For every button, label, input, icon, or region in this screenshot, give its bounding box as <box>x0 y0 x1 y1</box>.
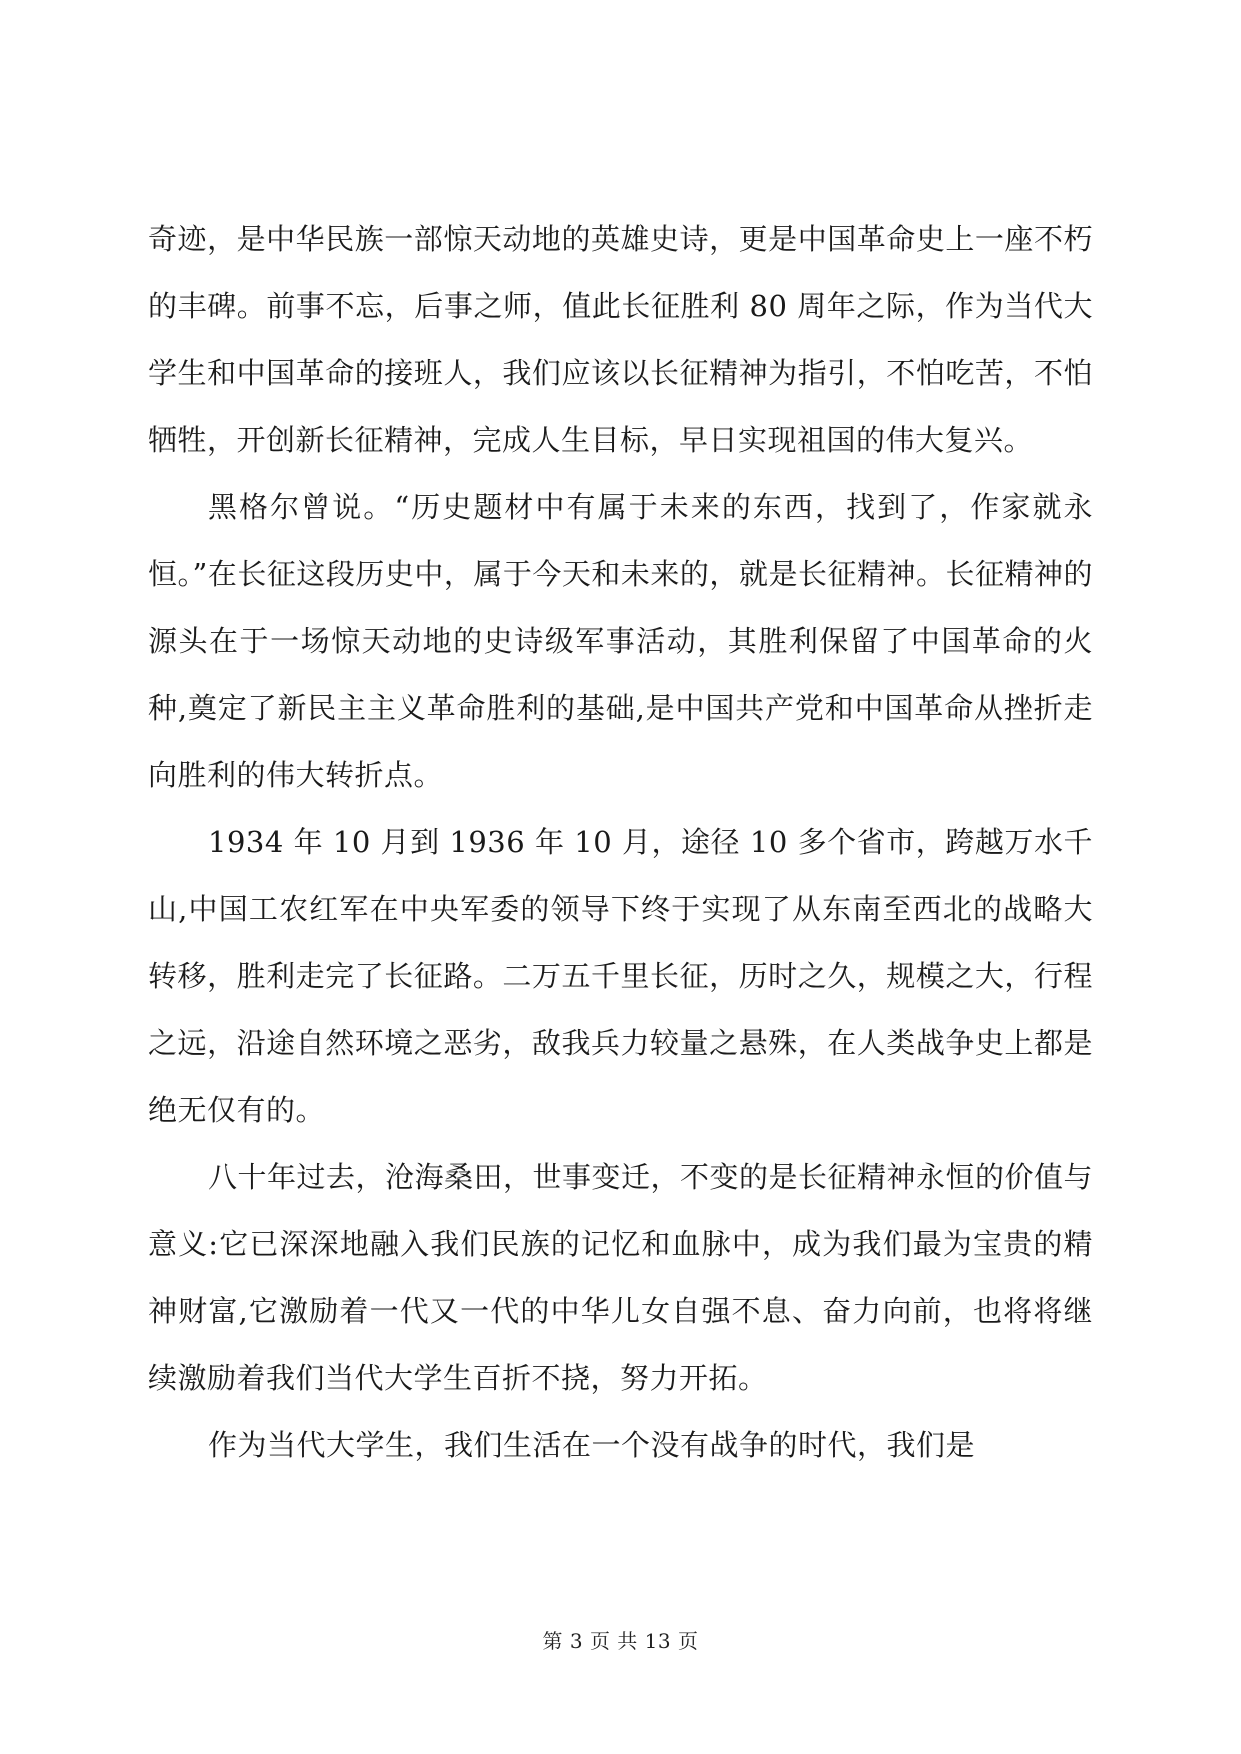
paragraph-eighty-years: 八十年过去，沧海桑田，世事变迁，不变的是长征精神永恒的价值与意义:它已深深地融入我们民族的记忆和血脉中，成为我们最为宝贵的精神财富,它激励着一代又一代的中华儿女自强不息、奋力向前，也将将继续激励着我们当代大学生百折不挠，努力开拓。 <box>148 1160 1094 1395</box>
paragraph-contemporary-students: 作为当代大学生，我们生活在一个没有战争的时代，我们是 <box>208 1428 976 1462</box>
body-text <box>148 206 1093 1479</box>
paragraph-continuation: 奇迹，是中华民族一部惊天动地的英雄史诗，更是中国革命史上一座不朽的丰碑。前事不忘，后事之师，值此长征胜利 80 周年之际，作为当代大学生和中国革命的接班人，我们应该以长征精神为指引，不怕吃苦，不怕牺牲，开创新长征精神，完成人生目标，早日实现祖国的伟大复兴。 <box>148 222 1093 457</box>
page-footer: 第 3 页 共 13 页 <box>542 1629 699 1653</box>
paragraph-long-march-history: 1934 年 10 月到 1936 年 10 月，途径 10 多个省市，跨越万水千山,中国工农红军在中央军委的领导下终于实现了从东南至西北的战略大转移，胜利走完了长征路。二万五千里长征，历时之久，规模之大，行程之远，沿途自然环境之恶劣，敌我兵力较量之悬殊，在人类战争史上都是绝无仅有的。 <box>148 825 1093 1127</box>
paragraph-hegel-quote: 黑格尔曾说。“历史题材中有属于未来的东西，找到了，作家就永恒。”在长征这段历史中，属于今天和未来的，就是长征精神。长征精神的源头在于一场惊天动地的史诗级军事活动，其胜利保留了中国革命的火种,奠定了新民主主义革命胜利的基础,是中国共产党和中国革命从挫折走向胜利的伟大转折点。 <box>148 490 1093 792</box>
